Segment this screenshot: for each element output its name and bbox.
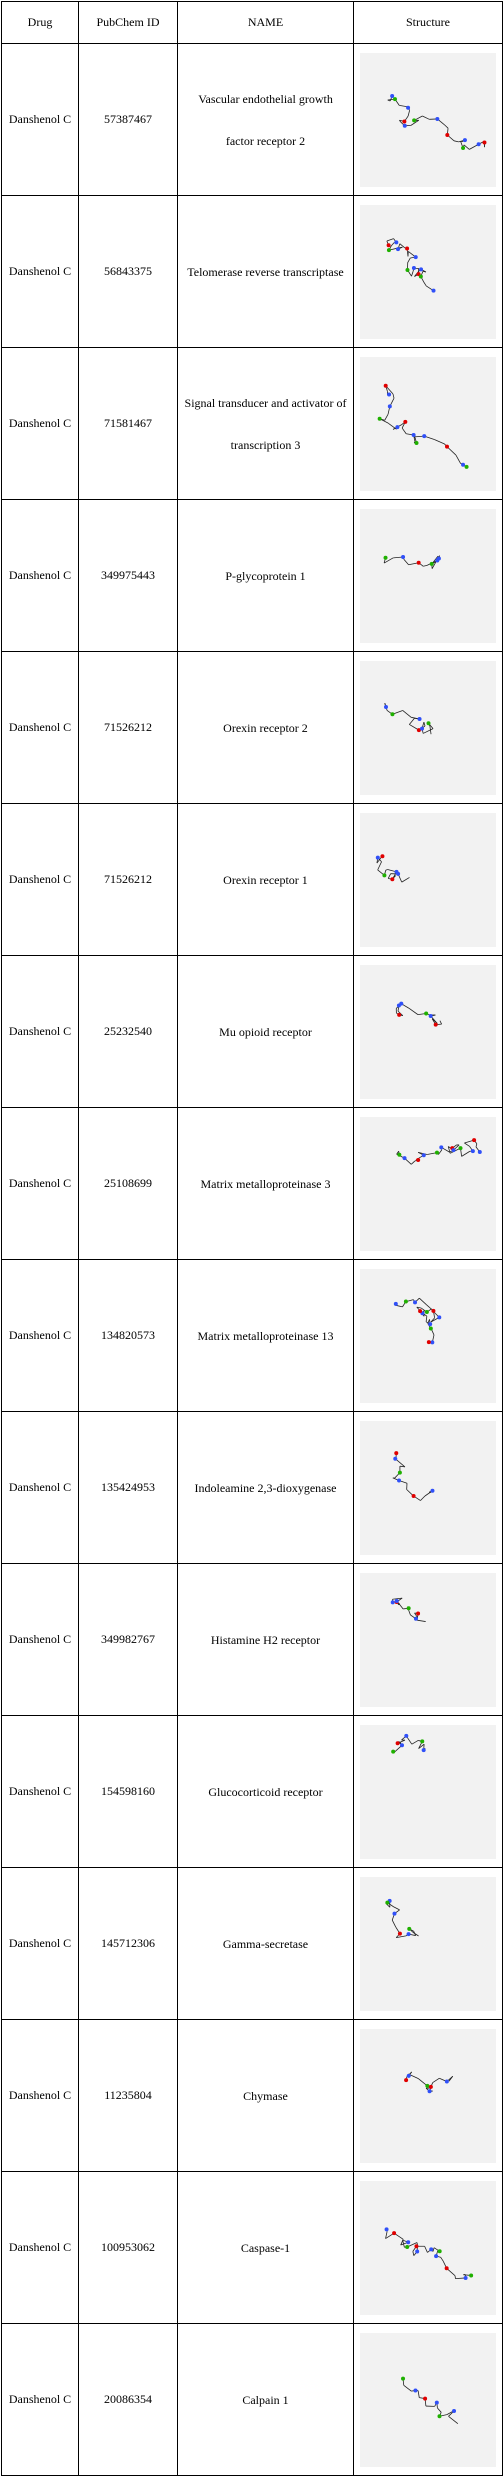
pubchem-id-text: 349975443 [101,568,155,582]
drug-cell [2,196,79,348]
table-row [2,1412,503,1564]
drug-cell [2,348,79,500]
pubchem-id-text: 11235804 [104,2088,152,2102]
header-pubchem-id: PubChem ID [79,2,178,44]
drug-cell [2,1260,79,1412]
structure-cell [354,2020,503,2172]
peptide-chain-structure-icon [360,357,496,491]
target-name-cell [178,1412,354,1564]
pubchem-id-text: 100953062 [101,2240,155,2254]
target-name-cell [178,1108,354,1260]
target-name-cell [178,1716,354,1868]
structure-cell [354,1412,503,1564]
pubchem-id-text: 71526212 [104,872,152,886]
drug-cell [2,1412,79,1564]
small-molecule-structure-icon [360,813,496,947]
pubchem-id-cell [79,1564,178,1716]
peptide-structure-icon [360,1269,496,1403]
drug-text: Danshenol C [8,2240,72,2254]
drug-text: Danshenol C [8,2392,72,2406]
target-name-text: Signal transducer and activator of transcription 3 [184,395,347,452]
pubchem-id-text: 20086354 [104,2392,152,2406]
drug-cell [2,652,79,804]
structure-cell [354,804,503,956]
pubchem-id-cell [79,956,178,1108]
structure-cell [354,956,503,1108]
pubchem-id-cell [79,804,178,956]
target-name-text: Gamma-secretase [222,1936,309,1951]
table-row [2,2172,503,2324]
target-name-text: Chymase [243,2088,288,2103]
header-structure: Structure [354,2,503,44]
structure-cell [354,348,503,500]
target-name-text: Orexin receptor 2 [223,720,308,735]
pubchem-id-text: 71526212 [104,720,152,734]
small-molecule-structure-icon [360,1725,496,1859]
small-molecule-structure-icon [360,2333,496,2467]
small-molecule-structure-icon [360,2029,496,2163]
drug-text: Danshenol C [8,872,72,886]
pubchem-id-text: 134820573 [101,1328,155,1342]
target-name-cell [178,1564,354,1716]
structure-cell [354,1108,503,1260]
drug-cell [2,1716,79,1868]
pubchem-id-text: 56843375 [104,264,152,278]
drug-cell [2,1108,79,1260]
pubchem-id-cell [79,44,178,196]
structure-cell [354,1868,503,2020]
target-name-cell [178,196,354,348]
pubchem-id-text: 349982767 [101,1632,155,1646]
pubchem-id-cell [79,652,178,804]
target-name-text: Caspase-1 [240,2240,291,2255]
drug-text: Danshenol C [8,264,72,278]
pubchem-id-cell [79,1108,178,1260]
target-name-cell [178,2324,354,2476]
header-name: NAME [178,2,354,44]
table-row [2,1108,503,1260]
peptide-chain-structure-icon [360,205,496,339]
pubchem-id-text: 25108699 [104,1176,152,1190]
table-row [2,1260,503,1412]
peptide-structure-icon [360,2181,496,2315]
target-name-cell [178,44,354,196]
drug-text: Danshenol C [8,1632,72,1646]
pubchem-id-cell [79,1716,178,1868]
target-name-cell [178,348,354,500]
structure-cell [354,2324,503,2476]
small-molecule-structure-icon [360,509,496,643]
pubchem-id-text: 57387467 [104,112,152,126]
drug-cell [2,956,79,1108]
drug-cell [2,500,79,652]
table-row [2,44,503,196]
drug-text: Danshenol C [8,112,72,126]
drug-text: Danshenol C [8,1480,72,1494]
target-table [1,1,503,2476]
table-row [2,956,503,1108]
structure-cell [354,2172,503,2324]
target-name-cell [178,652,354,804]
structure-cell [354,1564,503,1716]
target-name-cell [178,2020,354,2172]
drug-text: Danshenol C [8,1328,72,1342]
table-row [2,1564,503,1716]
target-name-text: Matrix metalloproteinase 13 [197,1328,334,1343]
drug-text: Danshenol C [8,568,72,582]
target-name-text: Indoleamine 2,3-dioxygenase [194,1480,337,1495]
pubchem-id-cell [79,348,178,500]
target-name-text: Orexin receptor 1 [223,872,308,887]
drug-cell [2,2324,79,2476]
drug-cell [2,44,79,196]
pubchem-id-cell [79,2324,178,2476]
table-row [2,500,503,652]
drug-text: Danshenol C [8,1024,72,1038]
structure-cell [354,652,503,804]
small-molecule-structure-icon [360,965,496,1099]
drug-text: Danshenol C [8,1176,72,1190]
table-row [2,196,503,348]
pubchem-id-cell [79,2172,178,2324]
drug-cell [2,804,79,956]
table-row [2,804,503,956]
structure-cell [354,196,503,348]
drug-text: Danshenol C [8,720,72,734]
pubchem-id-text: 25232540 [104,1024,152,1038]
header-drug: Drug [2,2,79,44]
pubchem-id-cell [79,500,178,652]
target-name-text: P-glycoprotein 1 [225,568,306,583]
pubchem-id-text: 135424953 [101,1480,155,1494]
structure-cell [354,1716,503,1868]
drug-cell [2,2172,79,2324]
target-name-text: Telomerase reverse transcriptase [187,264,344,279]
structure-cell [354,500,503,652]
drug-cell [2,2020,79,2172]
structure-cell [354,44,503,196]
table-row [2,1716,503,1868]
pubchem-id-cell [79,1412,178,1564]
drug-cell [2,1868,79,2020]
target-name-cell [178,2172,354,2324]
target-name-cell [178,804,354,956]
pubchem-id-cell [79,1260,178,1412]
target-name-text: Matrix metalloproteinase 3 [200,1176,331,1191]
target-name-cell [178,1260,354,1412]
target-name-text: Histamine H2 receptor [210,1632,321,1647]
small-molecule-structure-icon [360,1421,496,1555]
small-molecule-structure-icon [360,1573,496,1707]
peptide-structure-icon [360,53,496,187]
pubchem-id-cell [79,196,178,348]
drug-text: Danshenol C [8,2088,72,2102]
drug-text: Danshenol C [8,416,72,430]
peptide-structure-icon [360,1117,496,1251]
header-row [2,2,503,44]
target-name-cell [178,1868,354,2020]
target-name-text: Vascular endothelial growth factor receptor 2 [198,91,333,148]
drug-cell [2,1564,79,1716]
target-name-cell [178,956,354,1108]
target-name-text: Glucocorticoid receptor [208,1784,323,1799]
table-row [2,1868,503,2020]
pubchem-id-text: 154598160 [101,1784,155,1798]
drug-text: Danshenol C [8,1784,72,1798]
target-name-text: Calpain 1 [242,2392,289,2407]
target-name-text: Mu opioid receptor [219,1024,312,1039]
pubchem-id-cell [79,2020,178,2172]
table-row [2,2020,503,2172]
table-row [2,348,503,500]
pubchem-id-text: 71581467 [104,416,152,430]
pubchem-id-text: 145712306 [101,1936,155,1950]
small-molecule-structure-icon [360,1877,496,2011]
structure-cell [354,1260,503,1412]
pubchem-id-cell [79,1868,178,2020]
target-name-cell [178,500,354,652]
drug-text: Danshenol C [8,1936,72,1950]
table-row [2,652,503,804]
table-row [2,2324,503,2476]
small-molecule-structure-icon [360,661,496,795]
